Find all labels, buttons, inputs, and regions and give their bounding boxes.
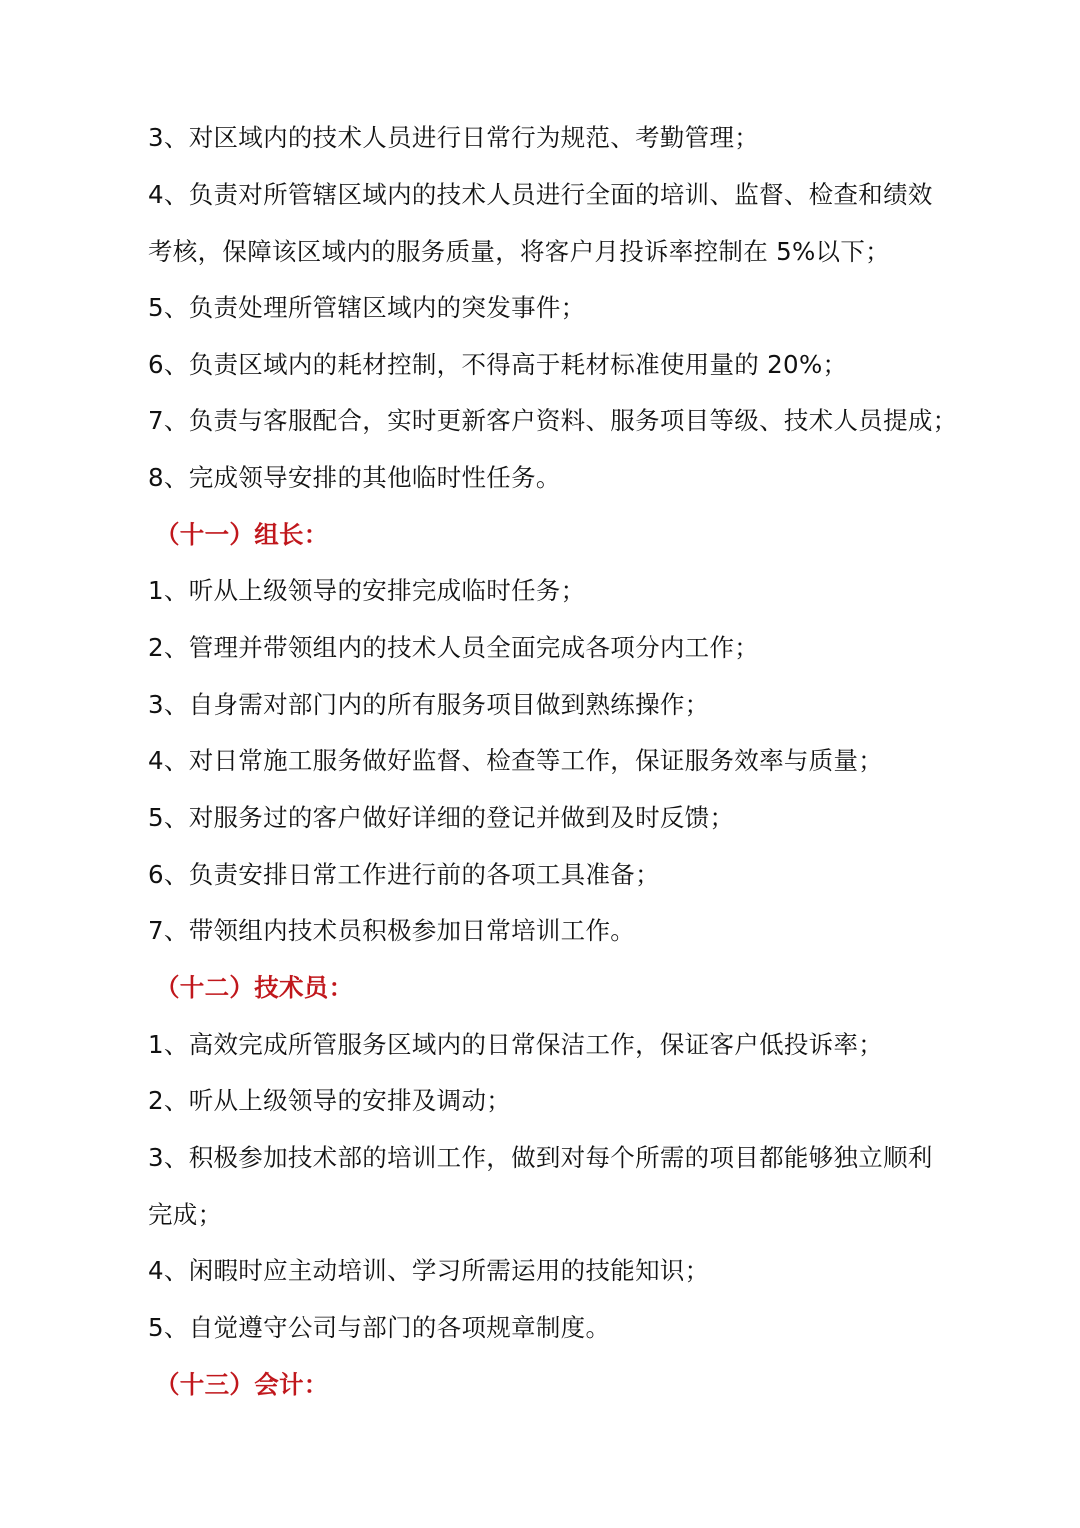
section-heading-technician: （十二）技术员： [155, 973, 354, 1002]
list-item: 3、对区域内的技术人员进行日常行为规范、考勤管理； [148, 123, 760, 152]
list-item: 1、高效完成所管服务区域内的日常保洁工作，保证客户低投诉率； [148, 1030, 884, 1059]
section-heading-team-leader: （十一）组长： [155, 520, 329, 549]
list-item: 3、积极参加技术部的培训工作，做到对每个所需的项目都能够独立顺利 [148, 1143, 933, 1172]
list-item: 1、听从上级领导的安排完成临时任务； [148, 576, 586, 605]
list-item-continuation: 完成； [148, 1200, 223, 1229]
list-item: 5、自觉遵守公司与部门的各项规章制度。 [148, 1313, 611, 1342]
list-item: 7、带领组内技术员积极参加日常培训工作。 [148, 916, 636, 945]
list-item: 6、负责区域内的耗材控制，不得高于耗材标准使用量的 20%； [148, 350, 848, 379]
list-item: 4、负责对所管辖区域内的技术人员进行全面的培训、监督、检查和绩效 [148, 180, 933, 209]
section-heading-accountant: （十三）会计： [155, 1370, 329, 1399]
list-item: 4、对日常施工服务做好监督、检查等工作，保证服务效率与质量； [148, 746, 884, 775]
list-item: 5、对服务过的客户做好详细的登记并做到及时反馈； [148, 803, 735, 832]
list-item: 8、完成领导安排的其他临时性任务。 [148, 463, 561, 492]
list-item: 2、听从上级领导的安排及调动； [148, 1086, 512, 1115]
list-item: 2、管理并带领组内的技术人员全面完成各项分内工作； [148, 633, 760, 662]
list-item: 3、自身需对部门内的所有服务项目做到熟练操作； [148, 690, 710, 719]
list-item: 4、闲暇时应主动培训、学习所需运用的技能知识； [148, 1256, 710, 1285]
list-item: 5、负责处理所管辖区域内的突发事件； [148, 293, 586, 322]
list-item: 7、负责与客服配合，实时更新客户资料、服务项目等级、技术人员提成； [148, 406, 958, 435]
list-item-continuation: 考核，保障该区域内的服务质量，将客户月投诉率控制在 5%以下； [148, 237, 890, 266]
list-item: 6、负责安排日常工作进行前的各项工具准备； [148, 860, 660, 889]
